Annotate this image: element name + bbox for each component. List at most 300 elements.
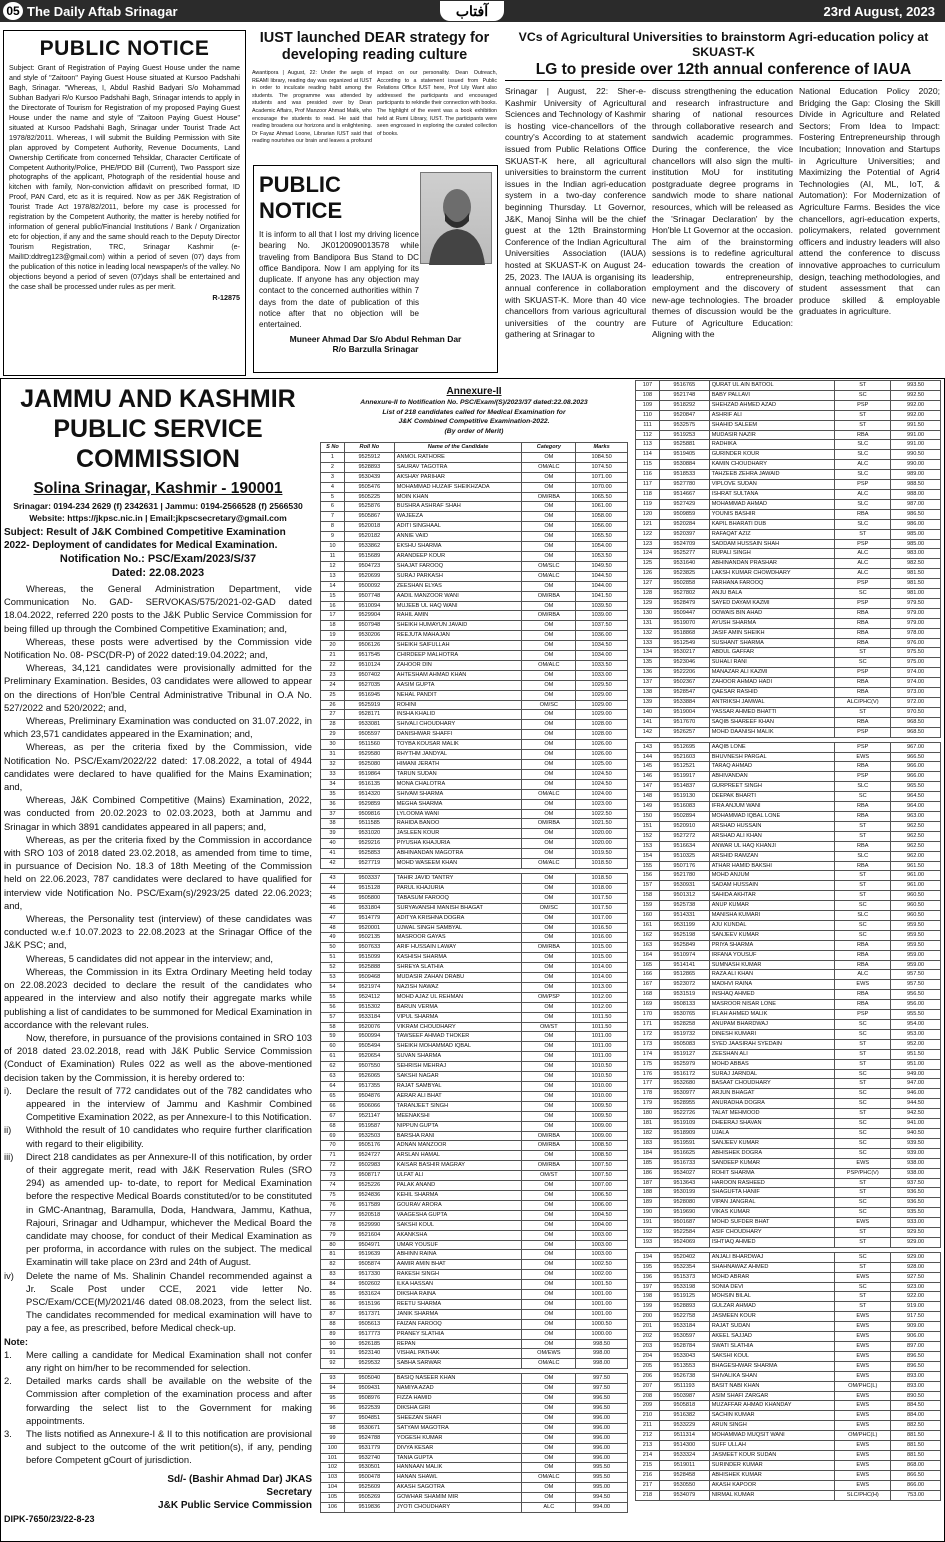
table-row bbox=[636, 752, 941, 762]
table-row bbox=[636, 1138, 941, 1148]
table-row bbox=[321, 1111, 628, 1121]
cell-category: OM bbox=[522, 690, 576, 700]
cell-sno: 27 bbox=[321, 710, 345, 720]
cell-roll: 9533884 bbox=[659, 698, 709, 708]
cell-sno: 213 bbox=[636, 1441, 660, 1451]
cell-sno: 87 bbox=[321, 1309, 345, 1319]
cell-roll: 9516625 bbox=[659, 1148, 709, 1158]
cell-roll: 9515373 bbox=[659, 1272, 709, 1282]
cell-marks: 1003.00 bbox=[576, 1250, 628, 1260]
cell-marks: 956.00 bbox=[891, 1000, 941, 1010]
cell-roll: 9514667 bbox=[659, 489, 709, 499]
cell-sno: 202 bbox=[636, 1332, 660, 1342]
cell-category: OM bbox=[522, 799, 576, 809]
cell-sno: 97 bbox=[321, 1413, 345, 1423]
cell-category: OM bbox=[522, 839, 576, 849]
cell-sno: 178 bbox=[636, 1089, 660, 1099]
table-row bbox=[321, 1309, 628, 1319]
cell-name: AKASH SAGOTRA bbox=[394, 1483, 522, 1493]
table-row bbox=[321, 670, 628, 680]
cell-sno: 44 bbox=[321, 883, 345, 893]
cell-roll: 9519405 bbox=[659, 450, 709, 460]
table-row bbox=[636, 970, 941, 980]
cell-roll: 9526738 bbox=[659, 1371, 709, 1381]
cell-marks: 919.00 bbox=[891, 1302, 941, 1312]
table-row bbox=[636, 811, 941, 821]
cell-roll: 9526185 bbox=[344, 1339, 394, 1349]
cell-sno: 136 bbox=[636, 668, 660, 678]
cell-name: MOIN KHAN bbox=[394, 492, 522, 502]
cell-roll: 9508976 bbox=[344, 1394, 394, 1404]
cell-sno: 135 bbox=[636, 658, 660, 668]
table-row bbox=[636, 717, 941, 727]
cell-roll: 9526257 bbox=[659, 727, 709, 737]
cell-name: TOYBA KOUSAR MALIK bbox=[394, 740, 522, 750]
table-row bbox=[636, 821, 941, 831]
cell-marks: 1058.00 bbox=[576, 512, 628, 522]
table-row bbox=[636, 940, 941, 950]
cell-marks: 1024.50 bbox=[576, 769, 628, 779]
table-row bbox=[321, 621, 628, 631]
cell-sno: 156 bbox=[636, 871, 660, 881]
cell-name: IRFANA YOUSUF bbox=[709, 950, 835, 960]
cell-name: ABHINN RAINA bbox=[394, 1250, 522, 1260]
cell-sno: 14 bbox=[321, 581, 345, 591]
cell-name: MOHD ABRAR bbox=[709, 1272, 835, 1282]
table-row bbox=[636, 618, 941, 628]
cell-marks: 1017.00 bbox=[576, 913, 628, 923]
cell-marks: 947.00 bbox=[891, 1079, 941, 1089]
cell-category: OM bbox=[522, 809, 576, 819]
cell-marks: 986.50 bbox=[891, 509, 941, 519]
table-row bbox=[636, 1069, 941, 1079]
cell-roll: 9520699 bbox=[344, 571, 394, 581]
cell-marks: 1029.00 bbox=[576, 710, 628, 720]
cell-marks: 1036.00 bbox=[576, 631, 628, 641]
cell-name: OOWAIS BIN AHAD bbox=[709, 608, 835, 618]
cell-name: SONIA DEVI bbox=[709, 1282, 835, 1292]
psc-item-marker: iv) bbox=[4, 1269, 14, 1281]
cell-sno: 150 bbox=[636, 811, 660, 821]
table-row bbox=[321, 1290, 628, 1300]
cell-category: EWS bbox=[835, 1421, 891, 1431]
cell-sno: 159 bbox=[636, 901, 660, 911]
cell-category: EWS bbox=[835, 1411, 891, 1421]
cell-sno: 61 bbox=[321, 1052, 345, 1062]
cell-sno: 174 bbox=[636, 1049, 660, 1059]
cell-name: SHEEZAN SHAFI bbox=[394, 1413, 522, 1423]
cell-category: OM bbox=[522, 1319, 576, 1329]
cell-marks: 1001.00 bbox=[576, 1299, 628, 1309]
cell-category: OM bbox=[522, 1280, 576, 1290]
table-row bbox=[636, 539, 941, 549]
table-row bbox=[321, 1181, 628, 1191]
cell-roll: 9533184 bbox=[659, 1322, 709, 1332]
cell-name: SEHRISH MEHRAJ bbox=[394, 1062, 522, 1072]
cell-sno: 94 bbox=[321, 1384, 345, 1394]
cell-roll: 9519127 bbox=[659, 1049, 709, 1059]
cell-category: PSP bbox=[835, 772, 891, 782]
cell-marks: 994.00 bbox=[576, 1503, 628, 1513]
cell-sno: 70 bbox=[321, 1141, 345, 1151]
cell-sno: 22 bbox=[321, 660, 345, 670]
cell-marks: 866.00 bbox=[891, 1480, 941, 1490]
cell-marks: 1006.50 bbox=[576, 1190, 628, 1200]
cell-name: REEJUTA MAHAJAN bbox=[394, 631, 522, 641]
cell-marks: 959.50 bbox=[891, 920, 941, 930]
table-row bbox=[321, 1433, 628, 1443]
cell-name: SYED JAASIRAH SYEDAIN bbox=[709, 1039, 835, 1049]
notice-body: It is inform to all that I lost my driving licence bearing No. JK0120090013578 while traveling from Bandipora Bus Stand to DC office Bandipora. Now I am applying for its duplicate. If anyone has any objection may contact to the concerned authorities within 7 days from the date of publication of this notice after that no objection will be entertained. bbox=[259, 230, 419, 330]
cell-marks: 996.50 bbox=[576, 1394, 628, 1404]
cell-roll: 9518533 bbox=[659, 470, 709, 480]
cell-category: OM bbox=[522, 1052, 576, 1062]
cell-name: SUVAN SHARMA bbox=[394, 1052, 522, 1062]
cell-roll: 9514331 bbox=[659, 911, 709, 921]
cell-sno: 119 bbox=[636, 499, 660, 509]
table-row bbox=[636, 1119, 941, 1129]
cell-name: SHAHNAWAZ AHMED bbox=[709, 1262, 835, 1272]
cell-category: RBA bbox=[835, 618, 891, 628]
cell-name: ASIM SHAFI ZARGAR bbox=[709, 1391, 835, 1401]
col-header-name: Name of the Candidate bbox=[394, 443, 522, 453]
cell-name: MOHD DAANISH MALIK bbox=[709, 727, 835, 737]
table-row bbox=[321, 710, 628, 720]
cell-roll: 9524788 bbox=[344, 1433, 394, 1443]
cell-category: ST bbox=[835, 1262, 891, 1272]
cell-marks: 1044.50 bbox=[576, 571, 628, 581]
psc-dated: Dated: 22.08.2023 bbox=[111, 567, 205, 579]
cell-marks: 937.50 bbox=[891, 1178, 941, 1188]
cell-roll: 9516382 bbox=[659, 1411, 709, 1421]
cell-roll: 9517355 bbox=[344, 1082, 394, 1092]
cell-marks: 992.00 bbox=[891, 410, 941, 420]
cell-marks: 965.50 bbox=[891, 782, 941, 792]
cell-roll: 9515128 bbox=[344, 883, 394, 893]
cell-roll: 9520182 bbox=[344, 532, 394, 542]
cell-sno: 141 bbox=[636, 717, 660, 727]
cell-name: AASIM GUPTA bbox=[394, 680, 522, 690]
cell-roll: 9531640 bbox=[659, 559, 709, 569]
cell-name: TANIA GUPTA bbox=[394, 1453, 522, 1463]
cell-roll: 9524709 bbox=[659, 539, 709, 549]
cell-sno: 184 bbox=[636, 1148, 660, 1158]
cell-category: OM/ALC bbox=[522, 1473, 576, 1483]
cell-sno: 96 bbox=[321, 1404, 345, 1414]
cell-marks: 951.00 bbox=[891, 1059, 941, 1069]
cell-roll: 9501687 bbox=[659, 1218, 709, 1228]
cell-sno: 148 bbox=[636, 792, 660, 802]
cell-roll: 9525919 bbox=[344, 700, 394, 710]
cell-sno: 13 bbox=[321, 571, 345, 581]
cell-sno: 68 bbox=[321, 1121, 345, 1131]
cell-category: OM bbox=[522, 1394, 576, 1404]
table-row bbox=[636, 901, 941, 911]
cell-category: ALC bbox=[835, 569, 891, 579]
cell-category: RBA bbox=[835, 628, 891, 638]
cell-marks: 1019.50 bbox=[576, 849, 628, 859]
cell-roll: 9505494 bbox=[344, 1042, 394, 1052]
cell-marks: 1070.00 bbox=[576, 482, 628, 492]
cell-name: BASIQ NASEER KHAN bbox=[394, 1374, 522, 1384]
cell-roll: 9533324 bbox=[659, 1450, 709, 1460]
cell-category: OM/ALC bbox=[522, 571, 576, 581]
cell-category: ALC bbox=[835, 460, 891, 470]
cell-marks: 996.50 bbox=[576, 1404, 628, 1414]
cell-marks: 985.00 bbox=[891, 529, 941, 539]
table-row bbox=[636, 489, 941, 499]
cell-name: SUHALI RANI bbox=[709, 658, 835, 668]
cell-sno: 30 bbox=[321, 740, 345, 750]
cell-category: PSP bbox=[835, 400, 891, 410]
cell-category: OM bbox=[522, 873, 576, 883]
cell-sno: 1 bbox=[321, 452, 345, 462]
cell-sno: 93 bbox=[321, 1374, 345, 1384]
cell-category: SLC bbox=[835, 450, 891, 460]
cell-marks: 942.50 bbox=[891, 1109, 941, 1119]
cell-roll: 9501312 bbox=[659, 891, 709, 901]
cell-sno: 85 bbox=[321, 1290, 345, 1300]
cell-sno: 86 bbox=[321, 1299, 345, 1309]
cell-category: OM/RBA bbox=[522, 1141, 576, 1151]
cell-roll: 9531519 bbox=[659, 990, 709, 1000]
cell-sno: 173 bbox=[636, 1039, 660, 1049]
cell-name: ROHIT SHARMA bbox=[709, 1168, 835, 1178]
cell-roll: 9519004 bbox=[659, 707, 709, 717]
cell-marks: 1026.00 bbox=[576, 750, 628, 760]
cell-name: SUMNASH KUMAR bbox=[709, 960, 835, 970]
table-row bbox=[636, 1302, 941, 1312]
cell-roll: 9527780 bbox=[659, 480, 709, 490]
cell-category: OM bbox=[522, 849, 576, 859]
cell-roll: 9509447 bbox=[659, 608, 709, 618]
cell-roll: 9505176 bbox=[344, 1141, 394, 1151]
cell-sno: 41 bbox=[321, 849, 345, 859]
cell-sno: 116 bbox=[636, 470, 660, 480]
cell-name: AKANKSHA bbox=[394, 1230, 522, 1240]
cell-roll: 9528893 bbox=[659, 1302, 709, 1312]
cell-roll: 9534079 bbox=[659, 1490, 709, 1500]
cell-roll: 9520076 bbox=[344, 1022, 394, 1032]
cell-name: SHIVALI CHOUDHARY bbox=[394, 720, 522, 730]
cell-name: TALAT MEHMOOD bbox=[709, 1109, 835, 1119]
cell-roll: 9505874 bbox=[344, 1260, 394, 1270]
psc-notification bbox=[4, 384, 312, 1524]
cell-name: ASIF CHOUDHARY bbox=[709, 1228, 835, 1238]
psc-item-text: Withhold the result of 10 candidates who require further clarification with regard to their eligibility. bbox=[26, 1124, 312, 1149]
cell-name: AAQIB LONE bbox=[709, 742, 835, 752]
cell-sno: 208 bbox=[636, 1391, 660, 1401]
cell-sno: 84 bbox=[321, 1280, 345, 1290]
cell-marks: 893.00 bbox=[891, 1371, 941, 1381]
table-row bbox=[321, 973, 628, 983]
cell-marks: 1028.00 bbox=[576, 720, 628, 730]
cell-roll: 9531624 bbox=[344, 1290, 394, 1300]
cell-marks: 922.00 bbox=[891, 1292, 941, 1302]
table-row bbox=[321, 933, 628, 943]
cell-category: OM/PSP bbox=[522, 992, 576, 1002]
cell-marks: 962.50 bbox=[891, 831, 941, 841]
cell-category: OM bbox=[522, 452, 576, 462]
psc-item-text: Direct 218 candidates as per Annexure-II of this notification, by order of their aggregate merit, read with J&K Reservation Rules (SRO 294) as amended up- to-date, to report for Medical Examination before the respective Medical Boards constituted/or to be constituted in GMC-Anantnag, Baramulla, Doda, Handwara, Jammu, Kathua, Rajouri, Srinagar and Udhampur, whichever the Medical Board the candidate may choose, for conduct of their Medical Examination as per proforma, in accordance with rules on the subject. The medical Examinatin will take place on 23rd and 24th of August. bbox=[26, 1150, 312, 1268]
issue-date: 23rd August, 2023 bbox=[823, 3, 935, 19]
cell-sno: 143 bbox=[636, 742, 660, 752]
cell-roll: 9528258 bbox=[659, 1020, 709, 1030]
cell-category: OM bbox=[522, 1151, 576, 1161]
table-row bbox=[636, 871, 941, 881]
table-row bbox=[321, 1394, 628, 1404]
cell-sno: 190 bbox=[636, 1208, 660, 1218]
cell-category: EWS bbox=[835, 1332, 891, 1342]
cell-roll: 9531199 bbox=[659, 920, 709, 930]
cell-sno: 125 bbox=[636, 559, 660, 569]
cell-category: PSP bbox=[835, 598, 891, 608]
cell-roll: 9520910 bbox=[659, 821, 709, 831]
cell-sno: 201 bbox=[636, 1322, 660, 1332]
cell-marks: 981.50 bbox=[891, 579, 941, 589]
cell-name: MUJEEB UL HAQ WANI bbox=[394, 601, 522, 611]
cell-marks: 976.00 bbox=[891, 638, 941, 648]
table-row bbox=[636, 668, 941, 678]
cell-roll: 9528080 bbox=[659, 1198, 709, 1208]
cell-category: RBA bbox=[835, 509, 891, 519]
cell-sno: 57 bbox=[321, 1012, 345, 1022]
cell-name: TAWSEEF AHMAD THOKER bbox=[394, 1032, 522, 1042]
cell-category: EWS bbox=[835, 1218, 891, 1228]
cell-name: MUZAFFAR AHMAD KHANDAY bbox=[709, 1401, 835, 1411]
cell-roll: 9505613 bbox=[344, 1319, 394, 1329]
cell-roll: 9530977 bbox=[659, 1089, 709, 1099]
cell-roll: 9517670 bbox=[659, 717, 709, 727]
cell-roll: 9531779 bbox=[344, 1443, 394, 1453]
cell-roll: 9525080 bbox=[344, 760, 394, 770]
cell-marks: 996.00 bbox=[576, 1433, 628, 1443]
table-row bbox=[636, 762, 941, 772]
cell-roll: 9505818 bbox=[659, 1401, 709, 1411]
cell-name: RAJAT SAMBYAL bbox=[394, 1082, 522, 1092]
cell-category: OM bbox=[522, 1121, 576, 1131]
cell-marks: 1009.50 bbox=[576, 1101, 628, 1111]
cell-category: OM bbox=[522, 1423, 576, 1433]
cell-sno: 7 bbox=[321, 512, 345, 522]
cell-roll: 9525876 bbox=[344, 502, 394, 512]
cell-marks: 884.00 bbox=[891, 1411, 941, 1421]
dipk-number: DIPK-7650/23/22-8-23 bbox=[4, 1513, 95, 1524]
cell-category: OM bbox=[522, 963, 576, 973]
cell-sno: 47 bbox=[321, 913, 345, 923]
table-row bbox=[636, 440, 941, 450]
cell-sno: 124 bbox=[636, 549, 660, 559]
cell-roll: 9520001 bbox=[344, 923, 394, 933]
cell-name: PRIYA SHARMA bbox=[709, 940, 835, 950]
cell-roll: 9511314 bbox=[659, 1431, 709, 1441]
cell-marks: 962.50 bbox=[891, 841, 941, 851]
table-row bbox=[636, 1079, 941, 1089]
cell-marks: 1008.50 bbox=[576, 1141, 628, 1151]
cell-name: TARUN SUDAN bbox=[394, 769, 522, 779]
cell-marks: 1044.00 bbox=[576, 581, 628, 591]
cell-roll: 9522758 bbox=[659, 1312, 709, 1322]
cell-marks: 940.50 bbox=[891, 1128, 941, 1138]
cell-roll: 9530597 bbox=[659, 1332, 709, 1342]
cell-category: SC bbox=[835, 901, 891, 911]
cell-name: MOHD ABBAS bbox=[709, 1059, 835, 1069]
cell-category: RBA bbox=[835, 608, 891, 618]
cell-category: RBA bbox=[835, 638, 891, 648]
cell-category: OM bbox=[522, 1413, 576, 1423]
cell-sno: 18 bbox=[321, 621, 345, 631]
cell-name: VIPAN JANGRAL bbox=[709, 1198, 835, 1208]
cell-sno: 214 bbox=[636, 1450, 660, 1460]
cell-roll: 9522539 bbox=[344, 1404, 394, 1414]
cell-name: SURYAVANSHI MANISH BHAGAT bbox=[394, 903, 522, 913]
cell-roll: 9529532 bbox=[344, 1359, 394, 1369]
cell-roll: 9514837 bbox=[659, 782, 709, 792]
cell-name: SAKSHI NAGAR bbox=[394, 1072, 522, 1082]
cell-sno: 114 bbox=[636, 450, 660, 460]
cell-marks: 1056.00 bbox=[576, 522, 628, 532]
cell-marks: 1025.00 bbox=[576, 760, 628, 770]
table-row bbox=[321, 1483, 628, 1493]
table-row bbox=[636, 1351, 941, 1361]
cell-sno: 54 bbox=[321, 982, 345, 992]
cell-roll: 9525738 bbox=[659, 901, 709, 911]
psc-note-marker: 3. bbox=[4, 1428, 12, 1439]
table-row bbox=[636, 707, 941, 717]
psc-paragraph: Whereas, as per the criteria fixed by the Commission, vide Notification No. PSC/Exam/2022/22 dated: 17.08.2022, a total of 4944 candidates were declared to have qualified for the Mains Examination; and, bbox=[4, 741, 312, 793]
cell-sno: 216 bbox=[636, 1470, 660, 1480]
cell-marks: 1011.00 bbox=[576, 1042, 628, 1052]
table-row bbox=[321, 1002, 628, 1012]
cell-sno: 95 bbox=[321, 1394, 345, 1404]
cell-name: YOGESH KUMAR bbox=[394, 1433, 522, 1443]
cell-name: BARSHA RANI bbox=[394, 1131, 522, 1141]
table-row bbox=[636, 1178, 941, 1188]
cell-marks: 964.50 bbox=[891, 792, 941, 802]
cell-sno: 108 bbox=[636, 390, 660, 400]
psc-note-text: Mere calling a candidate for Medical Examination shall not confer any right on him/her to be recommended for selection. bbox=[26, 1348, 312, 1373]
cell-roll: 9515302 bbox=[344, 1002, 394, 1012]
cell-category: OM bbox=[522, 913, 576, 923]
table-row bbox=[636, 499, 941, 509]
cell-roll: 9522726 bbox=[659, 1109, 709, 1119]
cell-category: SC bbox=[835, 1198, 891, 1208]
cell-name: SATYAM MAGOTRA bbox=[394, 1423, 522, 1433]
psc-paragraph: Whereas, these posts were advertised by the Commission vide Notification No. 08- PSC(DR-P) of 2022 dated:19.04.2022; and, bbox=[4, 635, 312, 661]
cell-sno: 138 bbox=[636, 688, 660, 698]
cell-roll: 9530501 bbox=[344, 1463, 394, 1473]
cell-name: BASIT NABI KHAN bbox=[709, 1381, 835, 1391]
table-row bbox=[636, 1342, 941, 1352]
table-row bbox=[321, 740, 628, 750]
cell-name: VIPLOVE SUDAN bbox=[709, 480, 835, 490]
table-row bbox=[321, 913, 628, 923]
psc-item-marker: iii) bbox=[4, 1150, 14, 1162]
cell-marks: 987.00 bbox=[891, 499, 941, 509]
cell-roll: 9525853 bbox=[344, 849, 394, 859]
cell-sno: 172 bbox=[636, 1029, 660, 1039]
cell-name: ABHISHEK KUMAR bbox=[709, 1470, 835, 1480]
cell-name: ARSHAD ALI KHAN bbox=[709, 831, 835, 841]
cell-category: EWS bbox=[835, 1342, 891, 1352]
cell-marks: 909.00 bbox=[891, 1322, 941, 1332]
cell-name: UMAR YOUSUF bbox=[394, 1240, 522, 1250]
cell-roll: 9500092 bbox=[344, 581, 394, 591]
cell-category: OM bbox=[522, 740, 576, 750]
cell-roll: 9512695 bbox=[659, 742, 709, 752]
cell-sno: 128 bbox=[636, 589, 660, 599]
cell-sno: 46 bbox=[321, 903, 345, 913]
